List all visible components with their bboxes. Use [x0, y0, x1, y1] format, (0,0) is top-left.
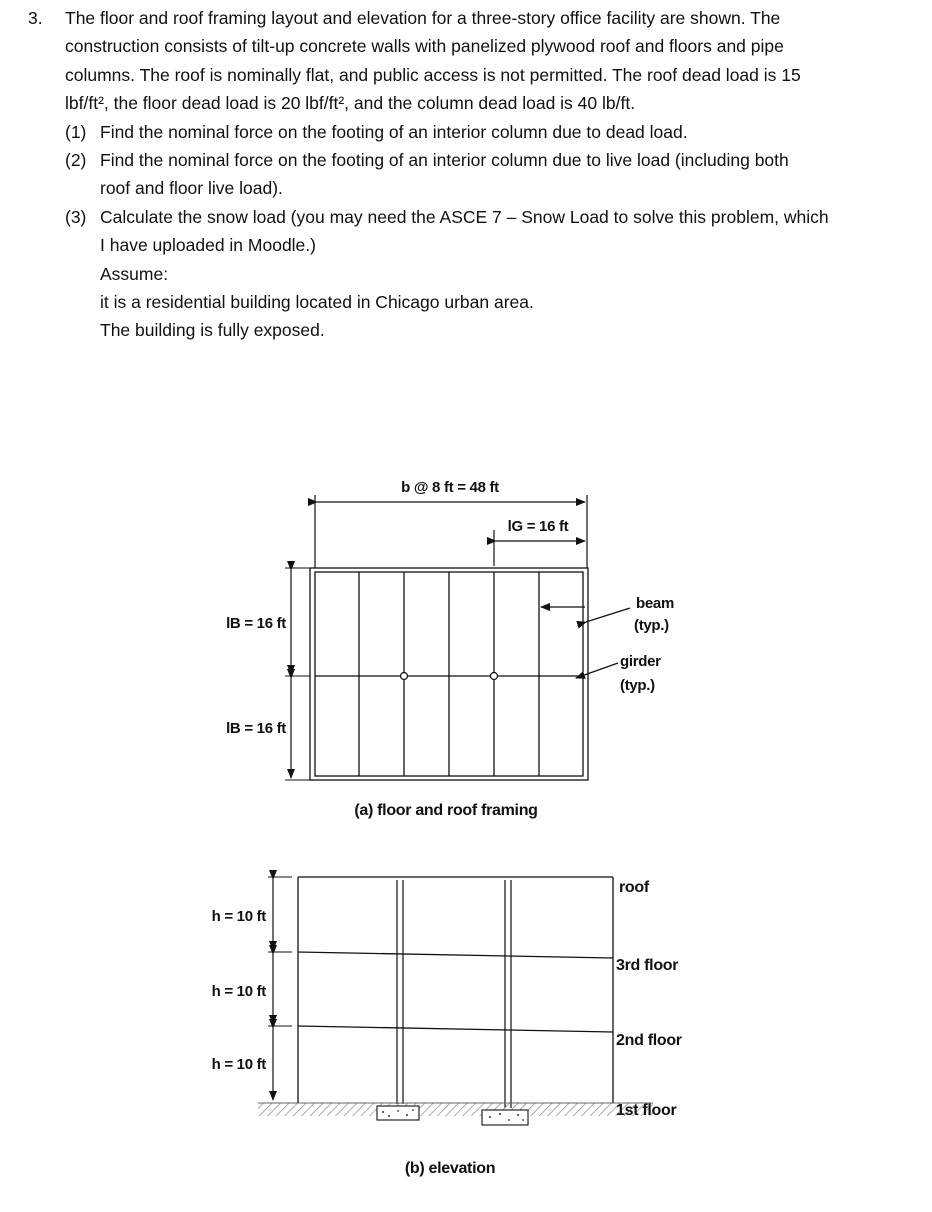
- level-label-2nd-floor: 2nd floor: [616, 1032, 682, 1049]
- girder-note-line1: girder: [620, 653, 661, 670]
- elevation-caption: (b) elevation: [404, 1160, 496, 1177]
- assume-heading: Assume:: [100, 263, 169, 284]
- assume-line: The building is fully exposed.: [100, 320, 325, 341]
- beam-span-label-bottom: lB = 16 ft: [226, 720, 286, 737]
- column-footing: [377, 1106, 419, 1120]
- question-line: I have uploaded in Moodle.): [100, 235, 316, 256]
- interior-column: [491, 673, 498, 680]
- level-label-3rd-floor: 3rd floor: [616, 957, 679, 974]
- question-line: roof and floor live load).: [100, 178, 283, 199]
- column-footing: [482, 1110, 528, 1125]
- question-label: (2): [65, 150, 87, 171]
- question-label: (3): [65, 206, 87, 227]
- story-height-label: h = 10 ft: [211, 1056, 266, 1073]
- problem-number: 3.: [28, 8, 43, 28]
- question-line: Calculate the snow load (you may need the ASCE 7 – Snow Load to solve this problem, which: [100, 206, 829, 227]
- beam-span-label-top: lB = 16 ft: [226, 615, 286, 632]
- framing-plan: [226, 479, 674, 819]
- level-label-1st-floor: 1st floor: [616, 1102, 677, 1119]
- question-line: Find the nominal force on the footing of an interior column due to dead load.: [100, 121, 688, 142]
- question-label: (1): [65, 121, 87, 142]
- girder-span-label: lG = 16 ft: [507, 518, 569, 535]
- assume-line: it is a residential building located in Chicago urban area.: [100, 292, 534, 313]
- girder-leader-line: [576, 663, 618, 678]
- floor-line-3rd: [298, 952, 613, 958]
- intro-line: The floor and roof framing layout and elevation for a three-story office facility are shown. The: [65, 8, 781, 28]
- story-height-label: h = 10 ft: [211, 908, 266, 925]
- beam-leader-line: [586, 608, 630, 622]
- question-line: Find the nominal force on the footing of an interior column due to live load (including both: [100, 150, 789, 171]
- beam-note-line1: beam: [636, 595, 674, 612]
- floor-line-2nd: [298, 1026, 613, 1032]
- elevation-view: [212, 877, 682, 1177]
- beam-note-line2: (typ.): [634, 617, 669, 634]
- ground-hatching: [258, 1103, 653, 1116]
- girder-note-line2: (typ.): [620, 677, 655, 694]
- story-height-label: h = 10 ft: [211, 983, 266, 1000]
- framing-caption: (a) floor and roof framing: [354, 802, 538, 819]
- interior-column: [401, 673, 408, 680]
- beams: [359, 572, 539, 776]
- intro-line: columns. The roof is nominally flat, and public access is not permitted. The roof dead load is 15: [65, 64, 801, 85]
- intro-line: construction consists of tilt-up concrete walls with panelized plywood roof and floors and pipe: [65, 36, 784, 57]
- level-label-roof: roof: [619, 879, 649, 896]
- intro-line: lbf/ft², the floor dead load is 20 lbf/ft², and the column dead load is 40 lb/ft.: [65, 93, 636, 114]
- width-label: b @ 8 ft = 48 ft: [401, 479, 499, 496]
